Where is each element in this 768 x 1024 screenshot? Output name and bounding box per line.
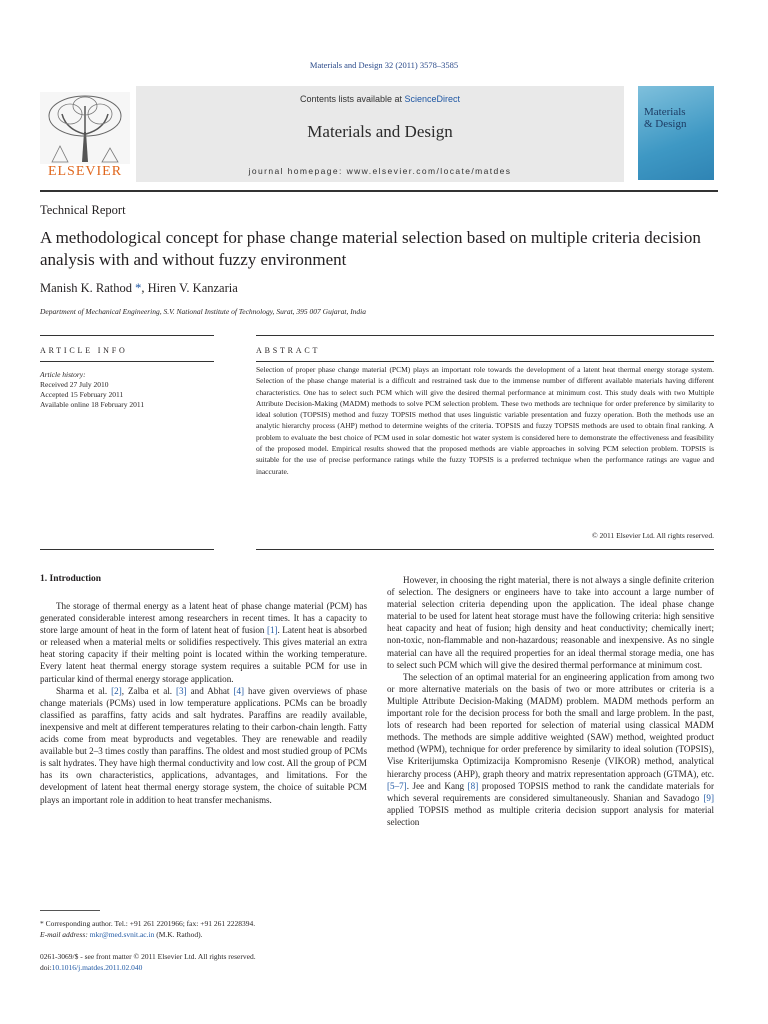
email-link[interactable]: mkr@med.svnit.ac.in — [89, 930, 155, 939]
doi-line: doi:10.1016/j.matdes.2011.02.040 — [40, 963, 143, 972]
body-column-right — [387, 574, 714, 828]
author-list — [40, 281, 238, 296]
corresponding-author-mark[interactable]: * — [132, 281, 142, 295]
abstract-top-rule — [256, 335, 714, 336]
section-heading-introduction: 1. Introduction — [40, 574, 102, 584]
doi-link[interactable]: 10.1016/j.matdes.2011.02.040 — [51, 963, 143, 972]
abstract-heading: ABSTRACT — [256, 346, 321, 355]
citation-link[interactable]: [9] — [703, 792, 714, 803]
author-rathod: Manish K. Rathod — [40, 281, 133, 295]
citation-link[interactable]: [3] — [176, 685, 187, 696]
journal-cover-image — [638, 86, 714, 180]
sciencedirect-link[interactable]: ScienceDirect — [404, 94, 461, 104]
contents-prefix: Contents lists available at — [299, 94, 405, 104]
info-mid-rule — [40, 361, 214, 362]
contents-line — [136, 94, 624, 104]
online-date: Available online 18 February 2011 — [40, 400, 145, 409]
citation-link[interactable]: [2] — [111, 685, 122, 696]
corresponding-author-note: * Corresponding author. Tel.: +91 261 2201966; fax: +91 261 2228394. — [40, 919, 256, 928]
author-kanzaria: , Hiren V. Kanzaria — [141, 281, 238, 295]
abstract-text: Selection of proper phase change material (PCM) plays an important role towards the development of a latent heat thermal energy storage system. Selection of the phase change material is a difficult and restrained task due to the immense number of different available materials having different characteristics. One has to select such PCM which will give the desired thermal performance at minimum cost. This study deals with two Multiple Attribute Decision-Making (MADM) methods to solve PCM selection problem. These two methods are technique for order preference by similarity to ideal solution (TOPSIS) method and fuzzy TOPSIS method that uses linguistic variable presentation and fuzzy operation. Both the methods use an analytic hierarchy process (AHP) method to determine weights of the criteria. TOPSIS and fuzzy TOPSIS methods are used to obtain final ranking. A problem to evaluate the best choice of PCM used in solar domestic hot water system is considered here to demonstrate the effectiveness and feasibility of the proposed model. Empirical results showed that the proposed methods are viable approaches in solving PCM selection problem. TOPSIS is suitable for the use of precise performance ratings while the fuzzy TOPSIS is a preferred technique when the performance ratings are vague and inaccurate. — [256, 365, 714, 476]
abstract-mid-rule — [256, 361, 714, 362]
paragraph: The storage of thermal energy as a latent heat of phase change material (PCM) has generated considerable interest among researchers in recent times. It has a capacity to store large amount of heat in the form of latent heat of fusion [1]. Latent heat is absorbed or released when a material melts or solidifies respectively. This gives material an extra heat storing capacity if their melting point is located within the working temperature. Every latent heat thermal energy storage system requires a suitable PCM for use in particular kind of thermal energy storage application. — [40, 601, 367, 684]
paragraph: However, in choosing the right material, there is not always a single definite criterion of selection. The designers or engineers have to take into account a large number of material selection criteria depending upon the application. The ideal phase change material to be used for latent heat storage must have the following criteria: high sensitive heat capacity and heat of fusion; high density and heat conductivity; chemically inert; non-toxic, non-flammable and non-hazardous; reasonable and inexpensive. As no single material can have all the required properties for an ideal thermal storage media, one has to select such PCM which will give the desired thermal performance at minimum cost. — [387, 575, 714, 670]
paragraph: The selection of an optimal material for an engineering application from among two or more alternative materials on the basis of two or more attributes or criteria is a Multiple Attribute Decision-Making (MADM) problem. MADM methods perform an important role for the decision process for both the small and large problem. In the past, lots of research had been reported for selection of material using classical MADM methods. The methods are simple additive weighted (SAW) method, weighted product method (WPM), technique for order preference by similarity to ideal solution (TOPSIS), Vise Kriterijumska Optimizacija Kompromisno Resenje (VIKOR) method, analytical hierarchy process (AHP), graph theory and matrix representation approach (GTMA), etc. [5–7]. Jee and Kang [8] proposed TOPSIS method to rank the candidate materials for which several requirements are considered simultaneously. Shanian and Savadogo [9] applied TOPSIS method as multiple criteria decision support analysis for material selection — [387, 671, 715, 827]
email-line: E-mail address: mkr@med.svnit.ac.in (M.K. Rathod). — [40, 930, 203, 939]
info-bottom-rule — [40, 549, 214, 550]
affiliation: Department of Mechanical Engineering, S.V. National Institute of Technology, Surat, 395 007 Gujarat, India — [40, 307, 367, 316]
citation-link[interactable]: [5–7] — [387, 780, 407, 791]
journal-homepage[interactable]: journal homepage: www.elsevier.com/locate/matdes — [248, 166, 512, 176]
body-column-left — [40, 600, 367, 806]
elsevier-wordmark: ELSEVIER — [47, 164, 123, 179]
journal-name: Materials and Design — [307, 122, 453, 141]
history-label: Article history: — [40, 370, 86, 379]
footnote-rule — [40, 910, 100, 911]
citation-link[interactable]: [8] — [467, 780, 479, 791]
info-top-rule — [40, 335, 214, 336]
issn-line: 0261-3069/$ - see front matter © 2011 Elsevier Ltd. All rights reserved. — [40, 952, 256, 961]
footnote — [40, 918, 370, 940]
accepted-date: Accepted 15 February 2011 — [40, 390, 124, 399]
article-info-heading: ARTICLE INFO — [40, 346, 128, 355]
abstract-copyright: © 2011 Elsevier Ltd. All rights reserved. — [591, 531, 714, 540]
citation-link[interactable]: [1] — [266, 625, 278, 636]
publication-info — [40, 951, 370, 973]
article-title: A methodological concept for phase change material selection based on multiple criteria decision analysis with and without fuzzy environment — [40, 228, 701, 269]
paragraph: Sharma et al. [2], Zalba et al. [3] and Abhat [4] have given overviews of phase change materials (PCMs) used in low temperature applications. PCMs can be broadly classified as paraffins, fatty acids and salt hydrates. Paraffins are readily available, inexpensive and melt at different temperatures relating to their carbon-chain length. Fatty acids come from meat byproducts and vegetables. They are renewable and readily available but 2–3 times costly than paraffins. The oldest and most studied group of PCMs is salt hydrates. They have high thermal conductivity and low cost. All the group of PCM has its own characteristics, applications, advantages, and limitations. For the development of latent heat thermal energy storage system, the choice of suitable PCM plays an important role in addition to heat transfer mechanisms. — [40, 685, 367, 805]
article-history — [40, 370, 220, 410]
cover-title: Materials & Design — [644, 106, 687, 130]
received-date: Received 27 July 2010 — [40, 380, 109, 389]
citation-link[interactable]: [4] — [233, 685, 245, 696]
abstract-bottom-rule — [256, 549, 714, 550]
header-rule — [40, 190, 718, 192]
journal-citation[interactable]: Materials and Design 32 (2011) 3578–3585 — [309, 60, 459, 70]
article-type: Technical Report — [40, 203, 126, 217]
